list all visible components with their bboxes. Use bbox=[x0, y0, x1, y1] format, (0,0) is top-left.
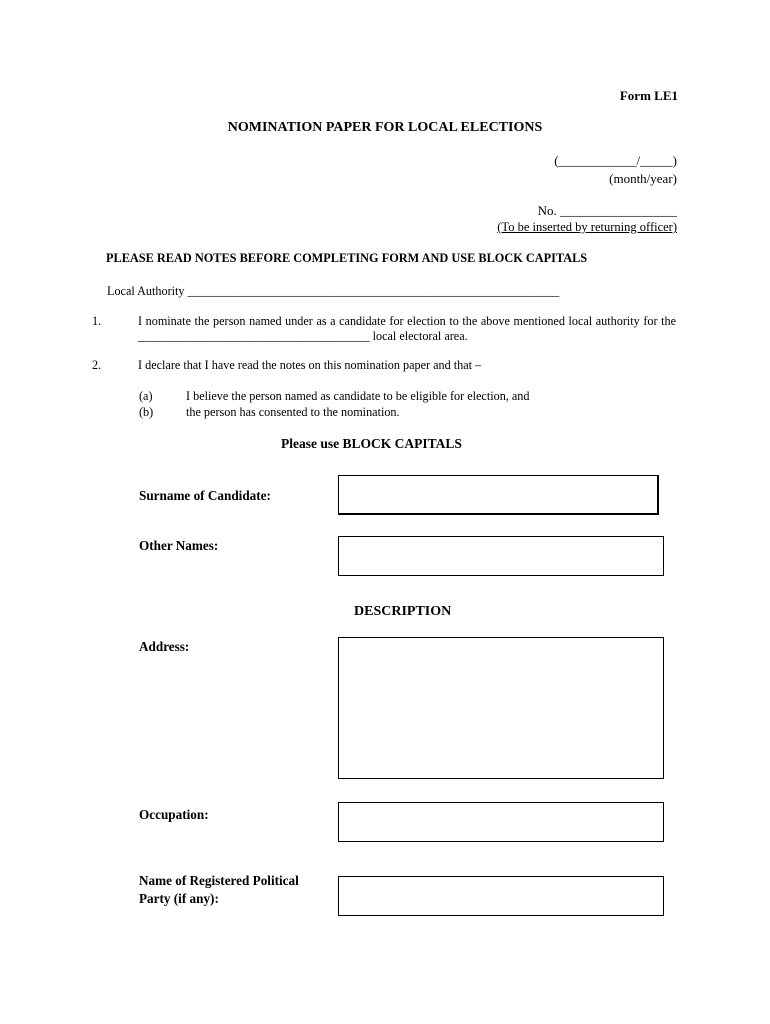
sub-item-letter: (a) bbox=[139, 389, 153, 403]
other-names-input[interactable] bbox=[338, 536, 664, 576]
party-label: Name of Registered Political bbox=[139, 873, 299, 888]
declaration-text: I declare that I have read the notes on this nomination paper and that – bbox=[138, 358, 482, 372]
sub-item-letter: (b) bbox=[139, 405, 154, 419]
party-input[interactable] bbox=[338, 876, 664, 916]
description-heading: DESCRIPTION bbox=[354, 604, 452, 619]
surname-input[interactable] bbox=[338, 475, 659, 515]
block-capitals-notice: PLEASE READ NOTES BEFORE COMPLETING FORM AND USE BLOCK CAPITALS bbox=[106, 251, 588, 265]
page-title: NOMINATION PAPER FOR LOCAL ELECTIONS bbox=[227, 120, 543, 135]
block-capitals-heading: Please use BLOCK CAPITALS bbox=[281, 436, 462, 451]
address-label: Address: bbox=[139, 639, 190, 654]
sub-item-text: I believe the person named as candidate to be eligible for election, and bbox=[186, 389, 530, 403]
number-caption: (To be inserted by returning officer) bbox=[497, 220, 677, 234]
surname-label: Surname of Candidate: bbox=[139, 488, 271, 503]
date-blank: (____________/_____) bbox=[554, 153, 677, 168]
number-line: No. __________________ bbox=[537, 203, 677, 218]
declaration-text: I nominate the person named under as a candidate for election to the above mentioned local authority for the ______________________________________ local electoral area. bbox=[138, 314, 676, 343]
declaration-number: 1. bbox=[92, 314, 102, 328]
party-label: Party (if any): bbox=[139, 891, 219, 906]
date-caption: (month/year) bbox=[609, 171, 677, 186]
occupation-label: Occupation: bbox=[139, 807, 209, 822]
other-names-label: Other Names: bbox=[139, 538, 219, 553]
sub-item-text: the person has consented to the nomination. bbox=[186, 405, 400, 419]
local-authority-line: Local Authority _____________________________________________________________ bbox=[107, 284, 560, 298]
form-id: Form LE1 bbox=[619, 88, 678, 103]
occupation-input[interactable] bbox=[338, 802, 664, 842]
declaration-number: 2. bbox=[92, 358, 102, 372]
address-input[interactable] bbox=[338, 637, 664, 779]
